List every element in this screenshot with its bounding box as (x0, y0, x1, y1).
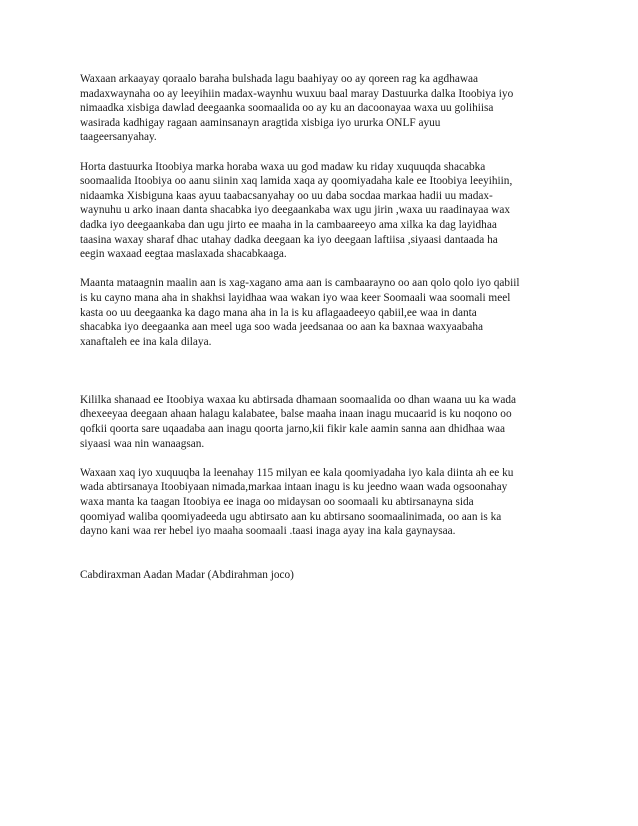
paragraph-line: waynuhu u arko inaan danta shacabka iyo deegaankaba wax ugu jirin ,waxa uu raadinayaa wax (80, 204, 511, 217)
paragraph-line: qofkii qoorta sare uqaadaba aan inagu qoorta jarno,kii fikir kale aamin sanna aan dhidhaa waa (80, 423, 506, 436)
paragraph-line: waxa manta ka taagan Itoobiya ee inaga oo midaysan oo soomaali ku abtirsanayna sida (80, 496, 474, 509)
paragraph-line: siyaasi waa nin wanaagsan. (80, 437, 205, 450)
author-signature (80, 568, 560, 583)
paragraph-line: is ku cayno mana aha in shakhsi layidhaa waa wakan iyo waa keer Soomaali waa soomali meel (80, 291, 511, 304)
paragraph-line: Kililka shanaad ee Itoobiya waxaa ku abtirsada dhamaan soomaalida oo dhan waana uu ka wada (80, 393, 517, 406)
paragraph-line: dayno kani waa rer hebel iyo maaha soomaali .taasi inaga ayay ina kala gaynaysaa. (80, 525, 456, 538)
document-page (80, 72, 560, 597)
paragraph-line: shacabka iyo deegaanka aan meel uga soo wada jeedsanaa oo aan ka baxnaa waxyaabaha (80, 321, 484, 334)
paragraph-line: wada abtirsanaya Itoobiyaan nimada,markaa intaan inagu is ku jeedno waan wada ogsoonahay (80, 481, 508, 494)
paragraph-4 (80, 393, 560, 451)
paragraph-line: taageersanyahay. (80, 131, 157, 144)
section-gap (80, 364, 560, 393)
paragraph-line: qoomiyad waliba qoomiyadeeda ugu abtirsato aan ku abtirsano soomaalinimada, oo aan is ka (80, 510, 502, 523)
paragraph-5 (80, 466, 560, 539)
paragraph-3 (80, 276, 560, 349)
paragraph-line: xanaftaleh ee ina kala dilaya. (80, 335, 212, 348)
paragraph-line: soomaalida Itoobiya oo aanu siinin xaq lamida xaqa ay qoomiyadaha kale ee Itoobiya leeyihiin, (80, 175, 513, 188)
paragraph-line: dadka iyo deegaankaba dan ugu jirto ee maaha in la cambaareeyo ama xilka ka dag layidhaa (80, 218, 497, 231)
paragraph-line: eegin waxaad eegtaa maslaxada shacabkaaga. (80, 248, 287, 261)
signature-text: Cabdiraxman Aadan Madar (Abdirahman joco) (80, 568, 294, 581)
paragraph-line: nimaadka xisbiga dawlad deegaanka soomaalida oo ay ku an dacoonayaa waxa uu golihiisa (80, 102, 494, 115)
paragraph-line: Waxaan arkaayay qoraalo baraha bulshada lagu baahiyay oo ay qoreen rag ka agdhawaa (80, 73, 479, 85)
paragraph-line: nidaamka Xisbiguna kaas ayuu taabacsanyahay oo uu daba socdaa markaa hadii uu madax- (80, 189, 493, 202)
paragraph-line: wasirada kadhigay ragaan aaminsanayn aragtida xisbiga iyo ururka ONLF ayuu (80, 116, 441, 129)
paragraph-1 (80, 72, 560, 145)
paragraph-line: Waxaan xaq iyo xuquuqba la leenahay 115 milyan ee kala qoomiyadaha iyo kala diinta ah ee ku (80, 466, 514, 479)
paragraph-line: taasina waxay sharaf dhac utahay dadka deegaan ka iyo deegaan laftiisa ,siyaasi dantaada ha (80, 233, 498, 246)
paragraph-line: kasta oo uu deegaanka ka dago mana aha in la is ku aflagaadeeyo qabiil,ee waa in danta (80, 306, 477, 319)
paragraph-line: madaxwaynaha oo ay leeyihiin madax-waynhu wuxuu baal maray Dastuurka dalka Itoobiya iyo (80, 87, 514, 100)
paragraph-line: Maanta mataagnin maalin aan is xag-xagano ama aan is cambaarayno oo aan qolo qolo iyo qabiil (80, 277, 520, 290)
paragraph-line: dhexeeyaa deegaan ahaan halagu kalabatee, balse maaha inaan inagu mucaarid is ku noqono oo (80, 408, 512, 421)
paragraph-2 (80, 160, 560, 262)
paragraph-line: Horta dastuurka Itoobiya marka horaba waxa uu god madaw ku riday xuquuqda shacabka (80, 160, 486, 173)
